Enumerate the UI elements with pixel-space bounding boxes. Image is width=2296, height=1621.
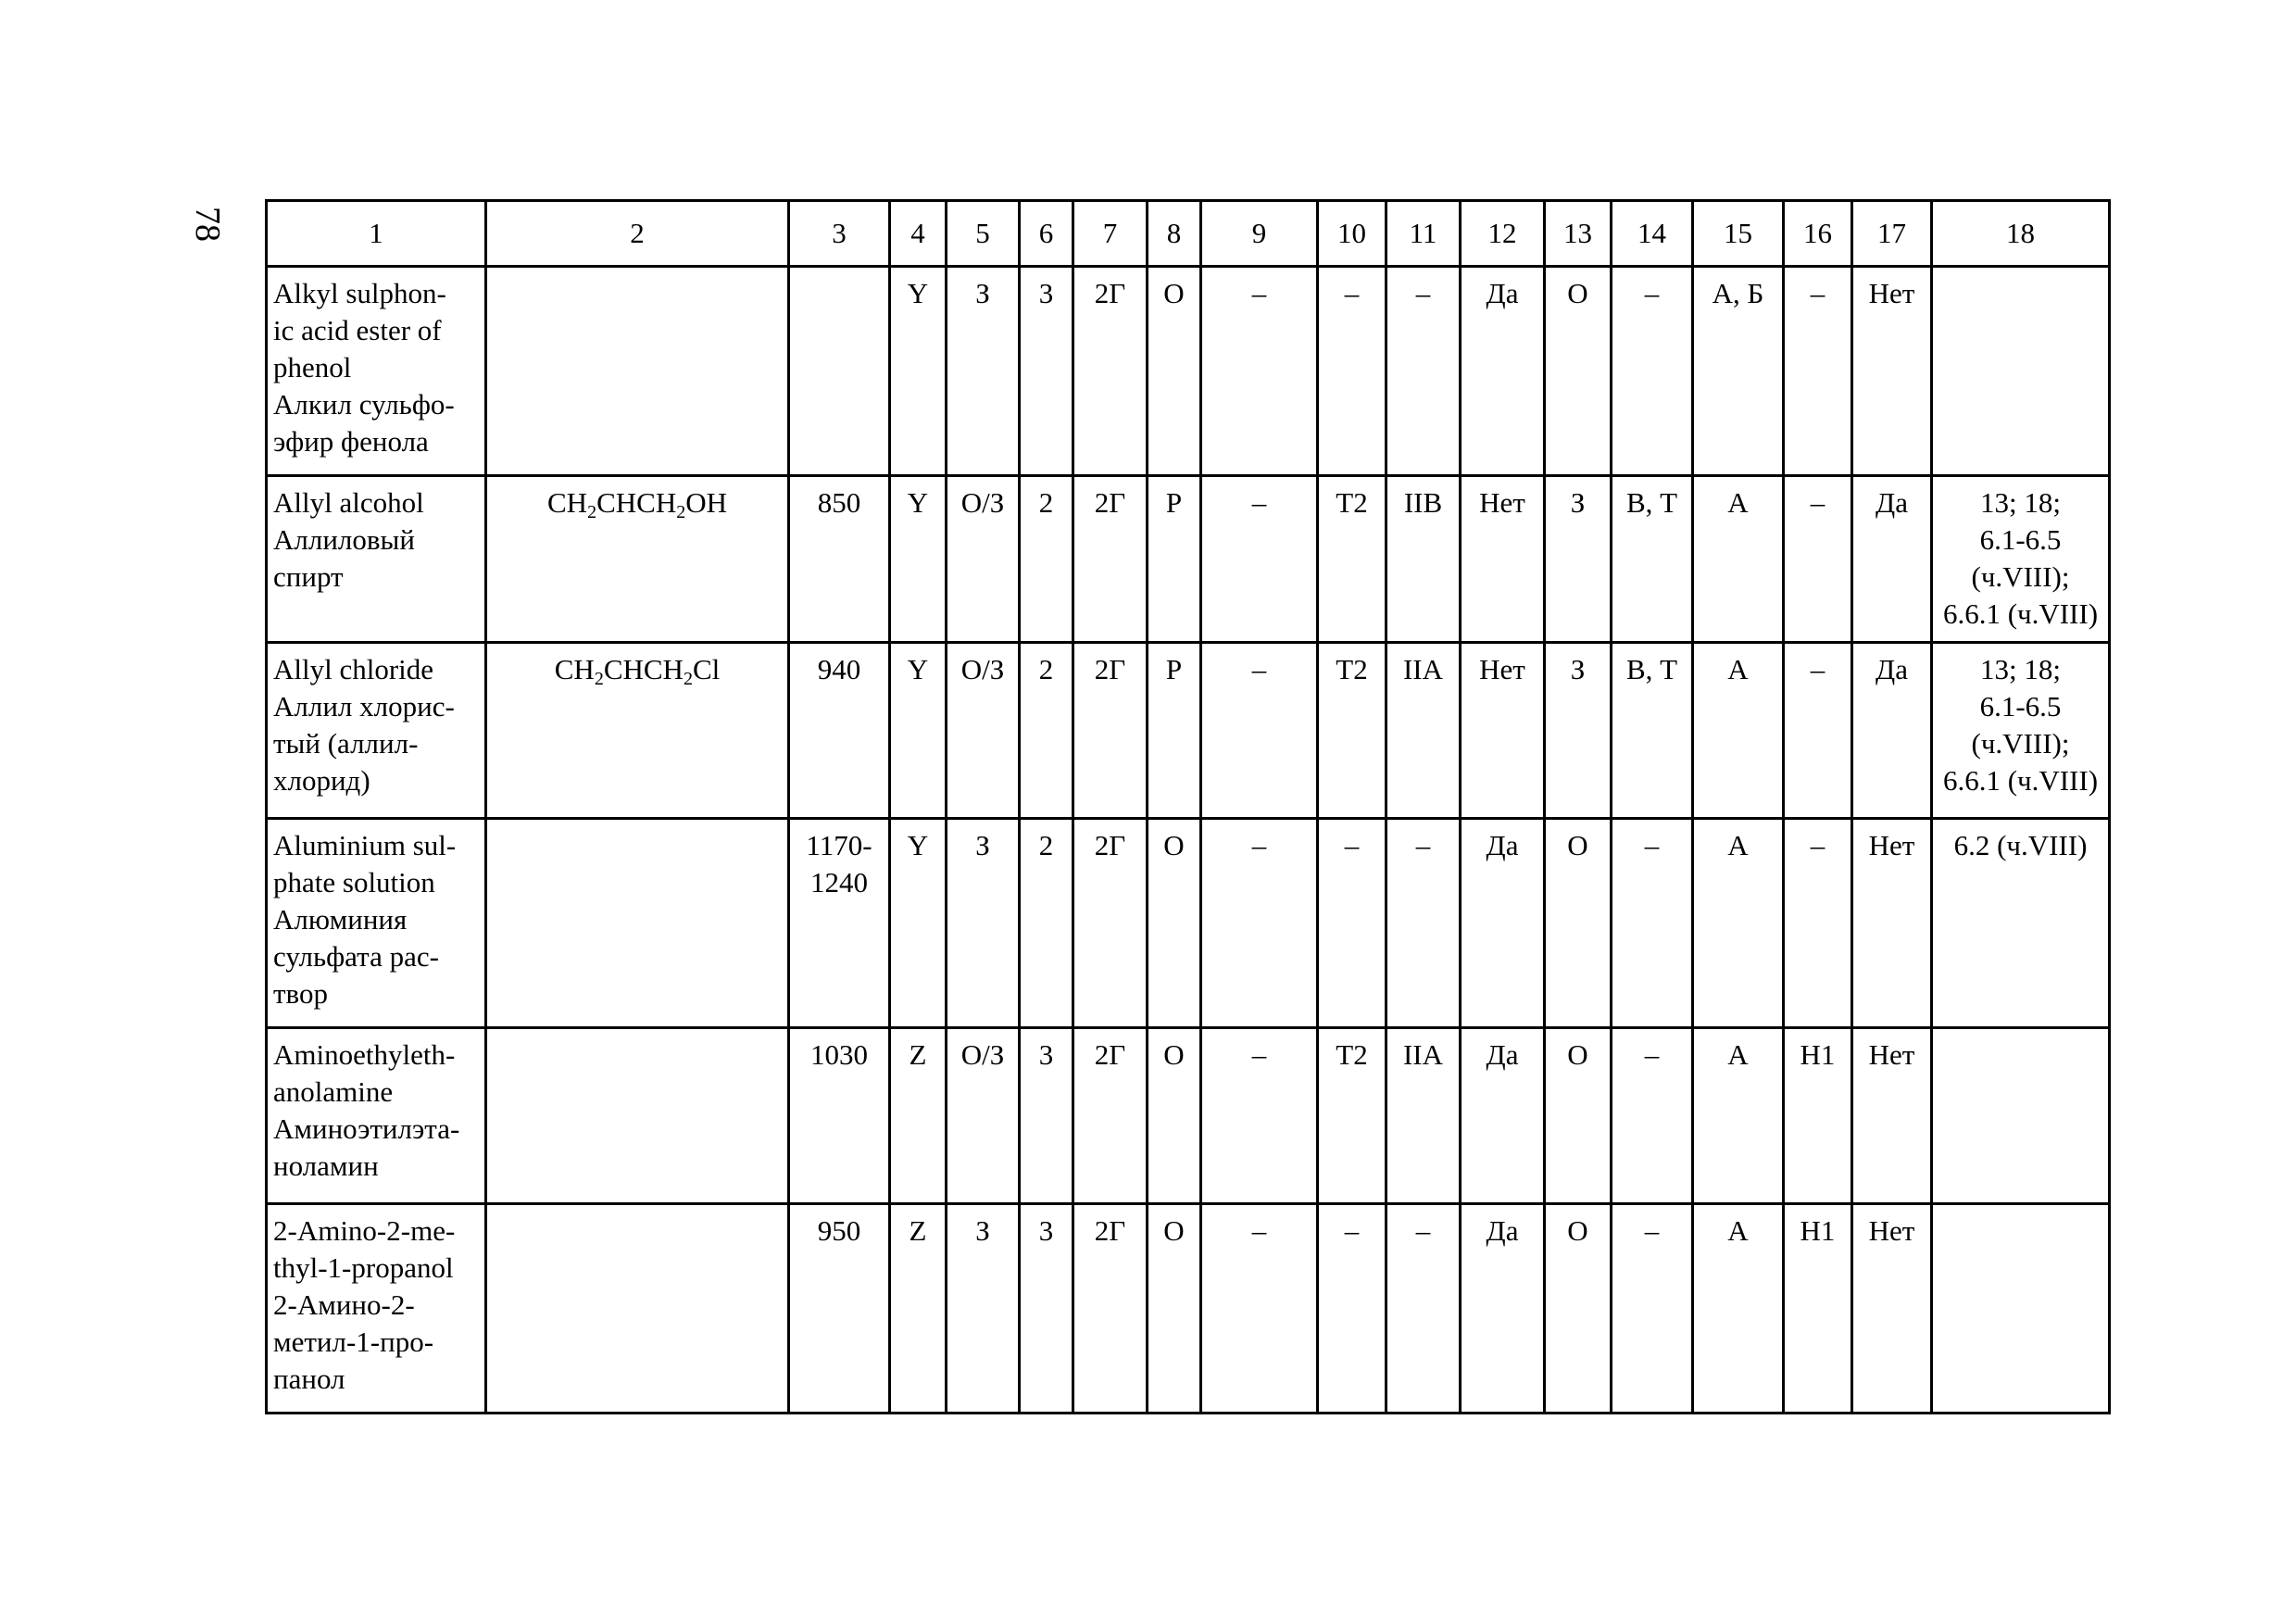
cell-col-6: 2 xyxy=(1020,643,1073,819)
cell-line: тый (аллил- xyxy=(273,727,419,760)
cell-col-8: О xyxy=(1148,819,1201,1028)
cell-col-17: Нет xyxy=(1852,267,1932,476)
col-header: 10 xyxy=(1318,201,1386,267)
cell-line: ноламин xyxy=(273,1150,379,1182)
references xyxy=(1932,819,2110,1028)
col-header: 8 xyxy=(1148,201,1201,267)
cargo-name xyxy=(267,476,486,643)
chemical-formula xyxy=(486,267,789,476)
cell-col-13: О xyxy=(1545,1204,1612,1414)
cell-line: панол xyxy=(273,1363,345,1395)
cell-line: 13; 18; xyxy=(1980,653,2061,685)
cell-line: 6.2 (ч.VIII) xyxy=(1953,829,2088,861)
cell-col-16: – xyxy=(1784,476,1852,643)
cell-col-8: Р xyxy=(1148,476,1201,643)
cell-line: 1240 xyxy=(810,866,868,898)
cell-col-11: – xyxy=(1386,1204,1461,1414)
density xyxy=(789,643,890,819)
cell-line: Allyl alcohol xyxy=(273,486,424,519)
cell-col-12: Да xyxy=(1461,267,1545,476)
cell-col-9: – xyxy=(1201,819,1318,1028)
cell-line: phenol xyxy=(273,351,352,383)
cell-col-14: – xyxy=(1612,1028,1693,1204)
cell-col-4: Z xyxy=(890,1204,947,1414)
cell-line: ic acid ester of xyxy=(273,314,442,346)
cell-line: Алюминия xyxy=(273,903,408,936)
page-number: 78 xyxy=(188,207,227,242)
col-header: 15 xyxy=(1693,201,1784,267)
cell-col-17: Нет xyxy=(1852,819,1932,1028)
formula-subscript: 2 xyxy=(594,669,604,689)
cell-col-10: – xyxy=(1318,819,1386,1028)
col-header: 9 xyxy=(1201,201,1318,267)
density xyxy=(789,267,890,476)
cell-col-4: Y xyxy=(890,819,947,1028)
cell-line: метил-1-про- xyxy=(273,1326,434,1358)
cell-col-7: 2Г xyxy=(1073,476,1148,643)
chemical-formula xyxy=(486,819,789,1028)
cell-col-12: Нет xyxy=(1461,476,1545,643)
cell-col-11: – xyxy=(1386,267,1461,476)
cell-col-8: Р xyxy=(1148,643,1201,819)
col-header: 14 xyxy=(1612,201,1693,267)
formula-part: OH xyxy=(685,486,727,519)
cell-line: phate solution xyxy=(273,866,435,898)
table-row xyxy=(267,1028,2110,1204)
cell-col-12: Нет xyxy=(1461,643,1545,819)
cell-col-6: 3 xyxy=(1020,267,1073,476)
cell-col-17: Нет xyxy=(1852,1028,1932,1204)
references xyxy=(1932,643,2110,819)
chemical-formula xyxy=(486,476,789,643)
cell-col-10: Т2 xyxy=(1318,1028,1386,1204)
cell-line: Aminoethyleth- xyxy=(273,1038,456,1071)
cell-col-11: – xyxy=(1386,819,1461,1028)
cell-col-5: З xyxy=(947,267,1020,476)
cell-col-6: 2 xyxy=(1020,819,1073,1028)
table-row xyxy=(267,476,2110,643)
cell-col-5: З xyxy=(947,819,1020,1028)
cell-col-7: 2Г xyxy=(1073,1204,1148,1414)
table-row xyxy=(267,1204,2110,1414)
cell-col-17: Нет xyxy=(1852,1204,1932,1414)
cell-line: anolamine xyxy=(273,1075,394,1108)
formula-subscript: 2 xyxy=(683,669,693,689)
cell-line: 1030 xyxy=(810,1038,868,1071)
cell-col-15: А xyxy=(1693,476,1784,643)
col-header: 11 xyxy=(1386,201,1461,267)
cell-col-8: О xyxy=(1148,267,1201,476)
cell-line: thyl-1-propanol xyxy=(273,1251,454,1284)
cell-line: 2-Амино-2- xyxy=(273,1288,415,1321)
cell-col-7: 2Г xyxy=(1073,643,1148,819)
cell-col-15: А xyxy=(1693,643,1784,819)
cell-col-5: О/З xyxy=(947,476,1020,643)
cell-col-9: – xyxy=(1201,1028,1318,1204)
cargo-name xyxy=(267,819,486,1028)
cell-col-14: В, Т xyxy=(1612,643,1693,819)
cell-col-9: – xyxy=(1201,1204,1318,1414)
cell-line: 940 xyxy=(817,653,861,685)
cell-col-16: – xyxy=(1784,819,1852,1028)
formula-part: CH xyxy=(554,653,595,685)
cell-col-14: – xyxy=(1612,1204,1693,1414)
cell-col-10: Т2 xyxy=(1318,643,1386,819)
cell-line: 950 xyxy=(817,1214,861,1247)
cell-col-8: О xyxy=(1148,1028,1201,1204)
cell-line: 6.1-6.5 xyxy=(1979,690,2062,723)
cell-line: 6.1-6.5 xyxy=(1979,523,2062,556)
formula-part: CH xyxy=(547,486,588,519)
references xyxy=(1932,476,2110,643)
cell-col-10: – xyxy=(1318,267,1386,476)
cell-col-15: А, Б xyxy=(1693,267,1784,476)
chemical-formula xyxy=(486,643,789,819)
cell-col-13: О xyxy=(1545,819,1612,1028)
cell-col-11: IIB xyxy=(1386,476,1461,643)
col-header: 2 xyxy=(486,201,789,267)
cell-col-12: Да xyxy=(1461,1204,1545,1414)
cell-col-16: Н1 xyxy=(1784,1204,1852,1414)
cell-col-7: 2Г xyxy=(1073,1028,1148,1204)
density xyxy=(789,819,890,1028)
header-row xyxy=(267,201,2110,267)
cell-col-13: З xyxy=(1545,643,1612,819)
cell-line: (ч.VIII); xyxy=(1971,560,2070,593)
cargo-name xyxy=(267,267,486,476)
col-header: 17 xyxy=(1852,201,1932,267)
cell-col-5: З xyxy=(947,1204,1020,1414)
col-header: 5 xyxy=(947,201,1020,267)
cell-line: 850 xyxy=(817,486,861,519)
cell-line: 6.6.1 (ч.VIII) xyxy=(1942,597,2099,630)
table-row xyxy=(267,643,2110,819)
cell-col-4: Y xyxy=(890,267,947,476)
cell-col-6: 3 xyxy=(1020,1204,1073,1414)
col-header: 6 xyxy=(1020,201,1073,267)
cell-col-5: О/З xyxy=(947,1028,1020,1204)
cell-col-13: З xyxy=(1545,476,1612,643)
formula-part: CHCH xyxy=(603,653,684,685)
formula-subscript: 2 xyxy=(676,502,686,522)
col-header: 4 xyxy=(890,201,947,267)
cell-line: 13; 18; xyxy=(1980,486,2061,519)
cargo-name xyxy=(267,1204,486,1414)
table-row xyxy=(267,819,2110,1028)
cell-line: Aluminium sul- xyxy=(273,829,457,861)
table-row xyxy=(267,267,2110,476)
cell-col-7: 2Г xyxy=(1073,819,1148,1028)
cell-col-10: Т2 xyxy=(1318,476,1386,643)
cell-col-6: 3 xyxy=(1020,1028,1073,1204)
cell-line: твор xyxy=(273,977,328,1010)
density xyxy=(789,1028,890,1204)
cell-line: 2-Amino-2-me- xyxy=(273,1214,456,1247)
col-header: 12 xyxy=(1461,201,1545,267)
cell-col-15: А xyxy=(1693,1204,1784,1414)
col-header: 1 xyxy=(267,201,486,267)
cell-line: Аминоэтилэта- xyxy=(273,1112,460,1145)
cell-col-16: – xyxy=(1784,267,1852,476)
formula-subscript: 2 xyxy=(587,502,597,522)
cell-line: Алкил сульфо- xyxy=(273,388,455,421)
cell-col-11: IIA xyxy=(1386,1028,1461,1204)
cell-col-12: Да xyxy=(1461,1028,1545,1204)
cell-line: Alkyl sulphon- xyxy=(273,277,446,309)
cell-col-12: Да xyxy=(1461,819,1545,1028)
cell-col-9: – xyxy=(1201,476,1318,643)
cell-col-16: – xyxy=(1784,643,1852,819)
cell-col-17: Да xyxy=(1852,643,1932,819)
formula-part: CHCH xyxy=(596,486,677,519)
cargo-name xyxy=(267,643,486,819)
cell-col-13: О xyxy=(1545,1028,1612,1204)
density xyxy=(789,1204,890,1414)
col-header: 13 xyxy=(1545,201,1612,267)
cell-line: хлорид) xyxy=(273,764,370,797)
cargo-name xyxy=(267,1028,486,1204)
cell-line: (ч.VIII); xyxy=(1971,727,2070,760)
references xyxy=(1932,1204,2110,1414)
cell-col-9: – xyxy=(1201,643,1318,819)
cargo-table xyxy=(265,199,2111,1414)
references xyxy=(1932,267,2110,476)
col-header: 3 xyxy=(789,201,890,267)
chemical-formula xyxy=(486,1204,789,1414)
density xyxy=(789,476,890,643)
cell-col-4: Z xyxy=(890,1028,947,1204)
cell-line: 6.6.1 (ч.VIII) xyxy=(1942,764,2099,797)
cell-col-15: А xyxy=(1693,819,1784,1028)
col-header: 7 xyxy=(1073,201,1148,267)
references xyxy=(1932,1028,2110,1204)
cell-line: сульфата рас- xyxy=(273,940,439,973)
cell-col-14: В, Т xyxy=(1612,476,1693,643)
cell-col-14: – xyxy=(1612,267,1693,476)
cell-col-17: Да xyxy=(1852,476,1932,643)
cell-col-14: – xyxy=(1612,819,1693,1028)
cell-col-6: 2 xyxy=(1020,476,1073,643)
cell-line: эфир фенола xyxy=(273,425,429,458)
cell-col-13: О xyxy=(1545,267,1612,476)
cell-line: Аллил хлорис- xyxy=(273,690,455,723)
cell-col-16: Н1 xyxy=(1784,1028,1852,1204)
cell-col-15: А xyxy=(1693,1028,1784,1204)
chemical-formula xyxy=(486,1028,789,1204)
col-header: 18 xyxy=(1932,201,2110,267)
cell-line: 1170- xyxy=(806,829,872,861)
cell-col-4: Y xyxy=(890,643,947,819)
formula-part: Cl xyxy=(692,653,721,685)
cell-col-4: Y xyxy=(890,476,947,643)
cell-line: спирт xyxy=(273,560,344,593)
cell-col-8: О xyxy=(1148,1204,1201,1414)
cell-col-7: 2Г xyxy=(1073,267,1148,476)
cell-line: Аллиловый xyxy=(273,523,415,556)
col-header: 16 xyxy=(1784,201,1852,267)
cell-col-11: IIA xyxy=(1386,643,1461,819)
cell-col-10: – xyxy=(1318,1204,1386,1414)
cell-line: Allyl chloride xyxy=(273,653,434,685)
cell-col-9: – xyxy=(1201,267,1318,476)
cell-col-5: О/З xyxy=(947,643,1020,819)
